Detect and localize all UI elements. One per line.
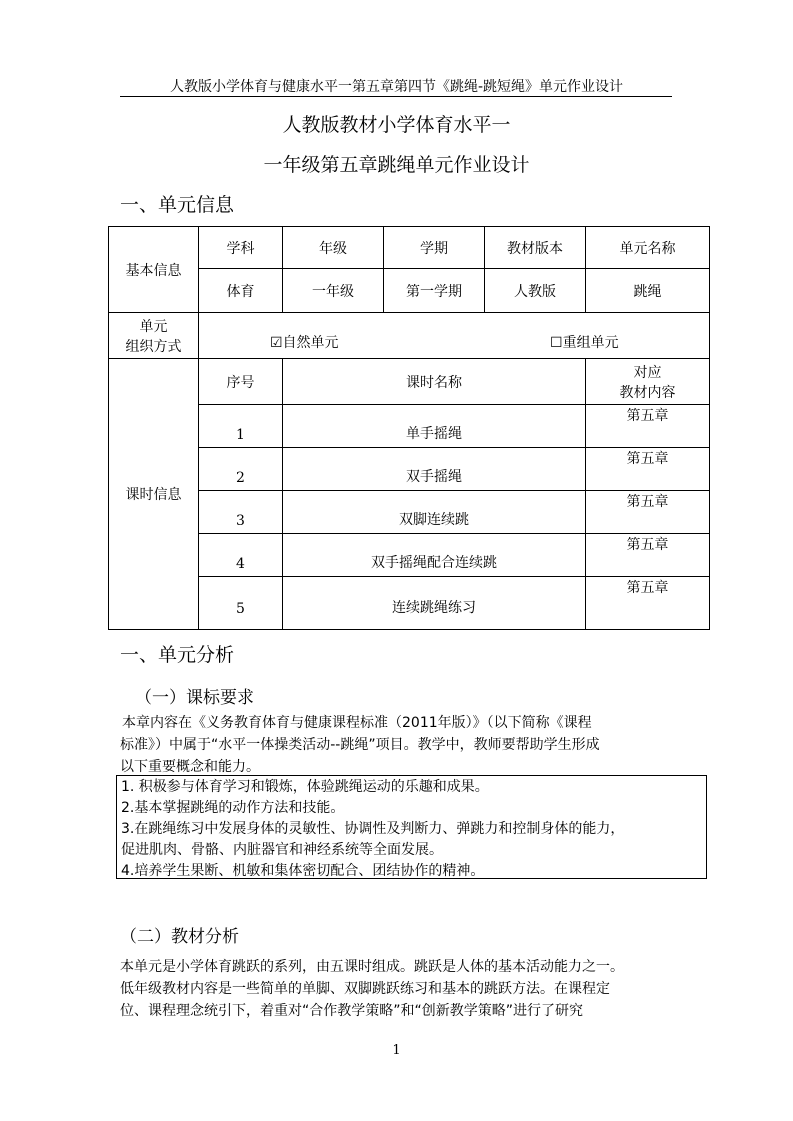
lesson-header-content — [586, 359, 710, 405]
lesson-name: 双手摇绳 — [283, 448, 586, 491]
header-term: 学期 — [384, 227, 485, 269]
header-unit-name: 单元名称 — [586, 227, 710, 269]
header-subject: 学科 — [199, 227, 283, 269]
header-edition: 教材版本 — [485, 227, 586, 269]
running-header: 人教版小学体育与健康水平一第五章第四节《跳绳-跳短绳》单元作业设计 — [169, 79, 624, 95]
lesson-no: 5 — [199, 577, 283, 630]
lesson-no: 3 — [199, 491, 283, 534]
paragraph-line: 标准》）中属于“水平一体操类活动--跳绳”项目。教学中，教师要帮助学生形成 — [120, 737, 600, 753]
natural-unit-checkbox[interactable]: ☑自然单元 — [270, 335, 339, 351]
lesson-header-no: 序号 — [199, 359, 283, 405]
lesson-header-content-line1: 对应 — [633, 364, 662, 381]
basic-info-label: 基本信息 — [109, 227, 199, 313]
requirement-item: 促进肌肉、骨骼、内脏器官和神经系统等全面发展。 — [121, 842, 443, 858]
lesson-no: 2 — [199, 448, 283, 491]
paragraph-line: 以下重要概念和能力。 — [120, 759, 260, 775]
paragraph-line: 本章内容在《义务教育体育与健康课程标准（2011年版）》（以下简称《课程 — [122, 715, 592, 731]
section-unit-info-heading: 一、单元信息 — [120, 194, 235, 216]
paragraph-line: 低年级教材内容是一些简单的单脚、双脚跳跃练习和基本的跳跃方法。在课程定 — [120, 981, 610, 997]
page-number: 1 — [392, 1043, 401, 1058]
org-options — [199, 313, 710, 359]
requirement-item: 3.在跳绳练习中发展身体的灵敏性、协调性及判断力、弹跳力和控制身体的能力， — [121, 821, 625, 837]
requirements-box — [116, 775, 707, 879]
requirement-item: 1. 积极参与体育学习和锻炼，体验跳绳运动的乐趣和成果。 — [121, 779, 489, 795]
lesson-content: 第五章 — [586, 534, 710, 577]
requirement-item: 2.基本掌握跳绳的动作方法和技能。 — [121, 800, 345, 816]
value-subject: 体育 — [199, 269, 283, 313]
value-grade: 一年级 — [283, 269, 384, 313]
regroup-unit-checkbox[interactable]: ☐重组单元 — [550, 335, 619, 351]
lesson-no: 4 — [199, 534, 283, 577]
document-title: 人教版教材小学体育水平一 — [282, 114, 511, 136]
lesson-content: 第五章 — [586, 577, 710, 630]
lesson-content: 第五章 — [586, 405, 710, 448]
lesson-name: 双手摇绳配合连续跳 — [283, 534, 586, 577]
value-edition: 人教版 — [485, 269, 586, 313]
org-label-line2: 组织方式 — [125, 338, 182, 355]
lesson-content: 第五章 — [586, 448, 710, 491]
lesson-header-name: 课时名称 — [283, 359, 586, 405]
lesson-no: 1 — [199, 405, 283, 448]
textbook-paragraph — [120, 956, 675, 1022]
lesson-name: 单手摇绳 — [283, 405, 586, 448]
curriculum-requirements-heading: （一）课标要求 — [135, 688, 254, 708]
unit-info-table — [108, 226, 710, 630]
section-unit-analysis-heading: 一、单元分析 — [120, 644, 235, 666]
requirement-item: 4.培养学生果断、机敏和集体密切配合、团结协作的精神。 — [121, 863, 485, 879]
lesson-info-label: 课时信息 — [109, 359, 199, 630]
paragraph-line: 本单元是小学体育跳跃的系列，由五课时组成。跳跃是人体的基本活动能力之一。 — [120, 959, 624, 975]
header-grade: 年级 — [283, 227, 384, 269]
org-label — [109, 313, 199, 359]
textbook-analysis-heading: （二）教材分析 — [120, 927, 239, 947]
lesson-name: 双脚连续跳 — [283, 491, 586, 534]
value-term: 第一学期 — [384, 269, 485, 313]
lesson-content: 第五章 — [586, 491, 710, 534]
value-unit-name: 跳绳 — [586, 269, 710, 313]
document-subtitle: 一年级第五章跳绳单元作业设计 — [263, 154, 530, 176]
org-label-line1: 单元 — [139, 318, 168, 335]
lesson-name: 连续跳绳练习 — [283, 577, 586, 630]
header-divider — [120, 96, 672, 97]
lesson-header-content-line2: 教材内容 — [619, 384, 676, 401]
curriculum-paragraph — [120, 712, 675, 778]
paragraph-line: 位、课程理念统引下，着重对“合作教学策略”和“创新教学策略”进行了研究 — [120, 1003, 584, 1019]
